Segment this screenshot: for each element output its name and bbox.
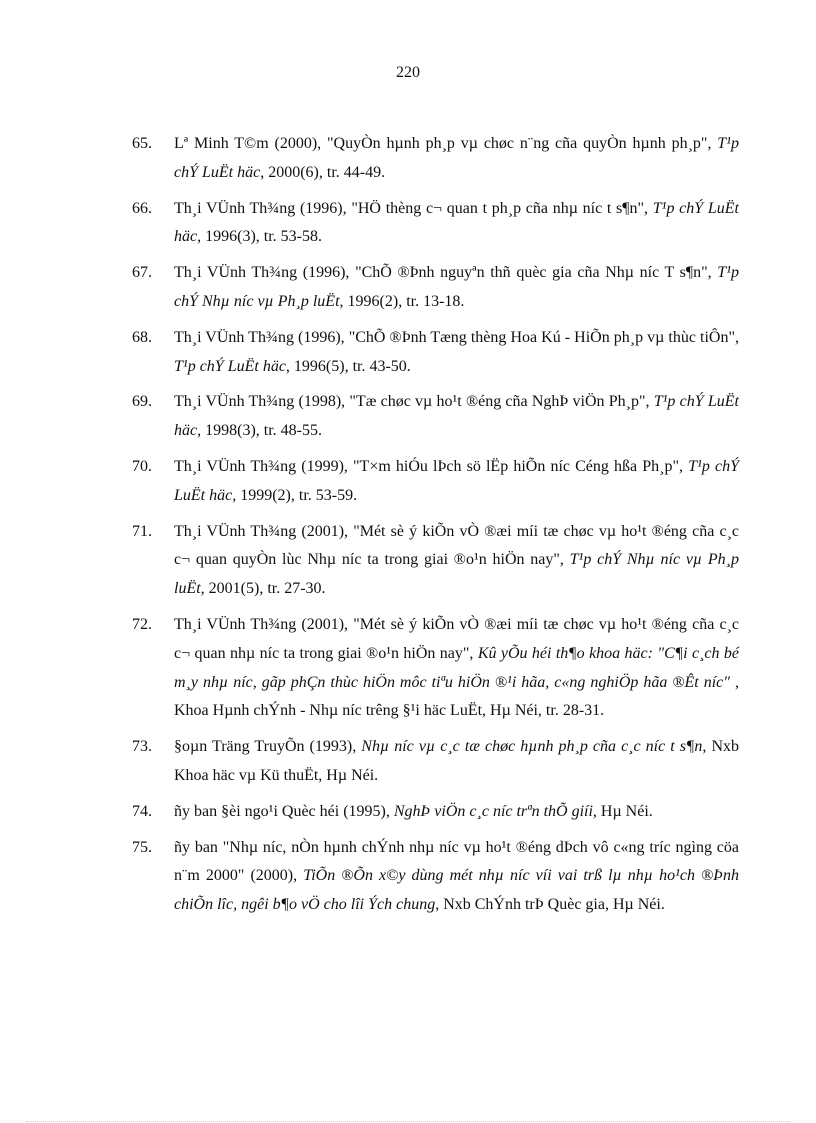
reference-text-part: Th¸i VÜnh Th¾ng (2001), "Mét sè ý kiÕn vÒ ®æi míi tæ chøc vµ ho¹t ®éng cña c¸c c¬ quan nhµ níc ta trong giai ®o¹n hiÖn nay", [174,615,739,662]
reference-text-part: , 1996(3), tr. 53-58. [197,228,322,246]
reference-text-part: 2001(5), tr. 27-30. [204,580,326,598]
reference-text [174,453,739,511]
reference-number: 68. [132,328,152,346]
reference-item [132,834,739,920]
reference-text-part: Th¸i VÜnh Th¾ng (1999), "T×m hiÓu lÞch sö lËp hiÕn níc Céng hßa Ph¸p", [174,457,689,475]
page-number: 220 [396,64,420,81]
reference-number: 74. [132,802,152,820]
reference-title-italic: NghÞ viÖn c¸c níc trªn thÕ giíi [393,802,593,820]
reference-item [132,259,739,317]
reference-title-italic: T¹p chÝ LuËt häc, [174,457,739,504]
reference-list [132,130,739,927]
reference-text [174,834,739,920]
reference-title-italic: T¹p chÝ LuËt häc [174,199,739,246]
reference-text [174,195,739,253]
reference-text-part: 1998(3), tr. 48-55. [201,422,322,440]
reference-number: 70. [132,457,152,475]
reference-item [132,798,739,827]
reference-text-part: , 1996(2), tr. 13-18. [339,292,465,310]
reference-item [132,324,739,382]
reference-number: 72. [132,615,152,633]
reference-item [132,733,739,791]
reference-text-part: Th¸i VÜnh Th¾ng (1996), "ChÕ ®Þnh nguyªn thñ quèc gia cña Nhµ níc T s¶n", [174,264,718,282]
reference-text-part: ñy ban "Nhµ níc, nÒn hµnh chÝnh nhµ níc vµ ho¹t ®éng dÞch vô c«ng tríc ngìng cöa n¨m 2000" (2000), [174,838,739,885]
reference-text-part: , 2000(6), tr. 44-49. [260,163,386,181]
reference-text [174,798,739,827]
reference-number: 65. [132,135,152,152]
reference-text [174,611,739,726]
reference-item [132,453,739,511]
reference-title-italic: Nhµ níc vµ c¸c tæ chøc hµnh ph¸p cña c¸c níc t s¶n [361,738,703,756]
reference-number: 75. [132,838,152,856]
reference-number: 69. [132,393,152,411]
reference-text-part: Th¸i VÜnh Th¾ng (2001), "Mét sè ý kiÕn vÒ ®æi míi tæ chøc vµ ho¹t ®éng cña c¸c c¬ quan quyÒn lùc Nhµ níc ta trong giai ®o¹n hiÖn nay", [174,522,739,569]
reference-text-part: , Khoa Hµnh chÝnh - Nhµ níc trêng §¹i häc LuËt, Hµ Néi, tr. 28-31. [174,673,739,720]
reference-text-part: Lª Minh T©m (2000), "QuyÒn hµnh ph¸p vµ chøc n¨ng cña quyÒn hµnh ph¸p", [174,135,718,152]
reference-title-italic: Kû yÕu héi th¶o khoa häc: "C¶i c¸ch bé m¸y nhµ níc, gãp phÇn thùc hiÖn môc tiªu hiÖn ®¹i hãa, c«ng nghiÖp hãa ®Êt níc" [174,644,739,691]
reference-text [174,324,739,382]
reference-text-part: , Hµ Néi. [592,802,653,820]
reference-text-part: , 1996(5), tr. 43-50. [285,357,411,375]
reference-text-part: , Nxb ChÝnh trÞ Quèc gia, Hµ Néi. [435,896,665,914]
reference-title-italic: T¹p chÝ LuËt häc [174,357,286,375]
reference-text-part: Th¸i VÜnh Th¾ng (1996), "HÖ thèng c¬ quan t ph¸p cña nhµ níc t s¶n", [174,199,653,217]
reference-text [174,733,739,791]
reference-title-italic: T¹p chÝ LuËt häc [174,135,739,181]
reference-title-italic: T¹p chÝ Nhµ níc vµ Ph¸p luËt [174,264,739,310]
reference-text-part: Th¸i VÜnh Th¾ng (1998), "Tæ chøc vµ ho¹t ®éng cña NghÞ viÖn Ph¸p", [174,393,654,411]
reference-text [174,518,739,604]
reference-number: 67. [132,264,152,282]
reference-item [132,195,739,253]
reference-text-part: 1999(2), tr. 53-59. [236,486,358,504]
reference-text-part: , Nxb Khoa häc vµ Kü thuËt, Hµ Néi. [174,738,740,784]
page-bottom-rule [26,1121,790,1122]
reference-text-part: §oµn Träng TruyÕn (1993), [174,738,362,756]
reference-title-italic: T¹p chÝ Nhµ níc vµ Ph¸p luËt, [174,551,740,598]
reference-title-italic: TiÕn ®Õn x©y dùng mét nhµ níc víi vai trß lµ nhµ ho¹ch ®Þnh chiÕn lîc, ngêi b¶o vÖ cho lîi Ých chung [174,867,740,914]
reference-text-part: ñy ban §èi ngo¹i Quèc héi (1995), [174,802,394,820]
reference-text [174,388,739,446]
reference-number: 66. [132,199,152,217]
reference-item [132,130,739,188]
reference-item [132,611,739,726]
reference-title-italic: T¹p chÝ LuËt häc, [174,393,739,440]
reference-text-part: Th¸i VÜnh Th¾ng (1996), "ChÕ ®Þnh Tæng thèng Hoa Kú - HiÕn ph¸p vµ thùc tiÔn", [174,328,739,346]
reference-item [132,518,739,604]
reference-number: 71. [132,522,152,540]
reference-item [132,388,739,446]
reference-number: 73. [132,738,152,756]
reference-text [174,130,739,188]
reference-text [174,259,739,317]
